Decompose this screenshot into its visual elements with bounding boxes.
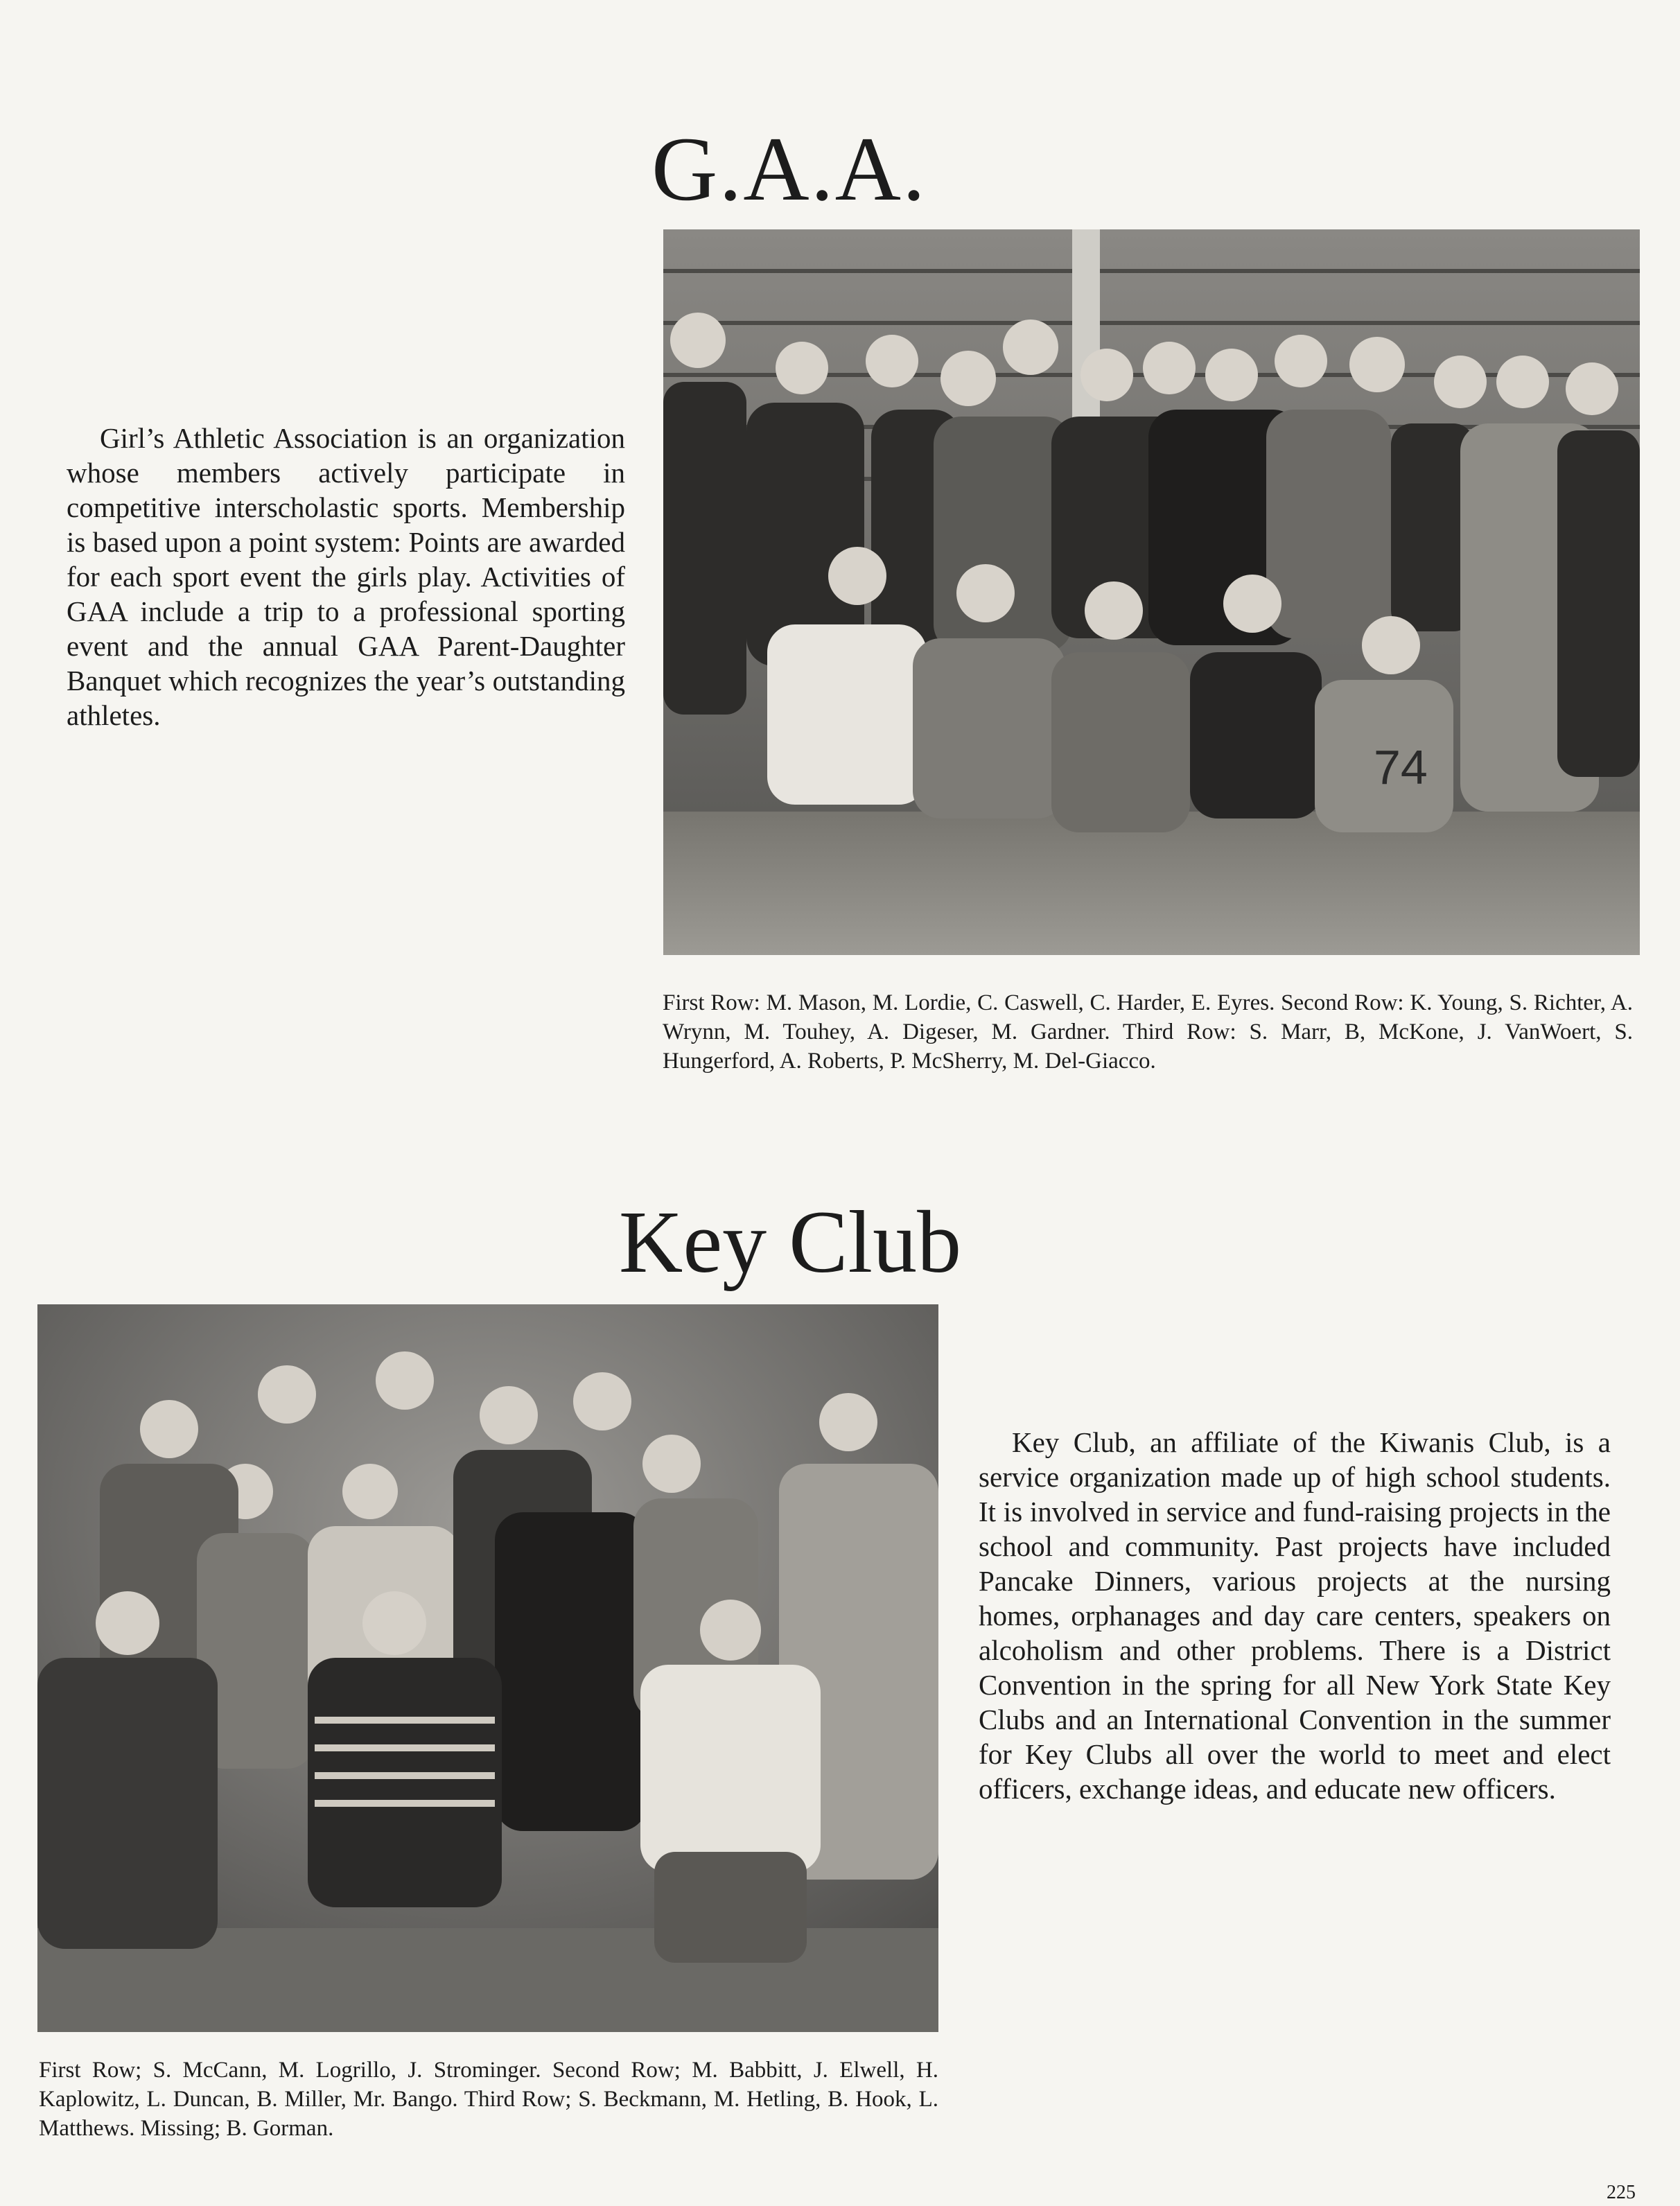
key-club-description: Key Club, an affiliate of the Kiwanis Club, is a service organization made up of high school students. It is involved in service and fund-raising projects in the school and community. Past projects have included Pancake Dinners, various projects at the nursing homes, orphanages and day care centers, speakers on alcoholism and other problems. There is a District Convention in the spring for all New York State Key Clubs and an International Convention in the summer for Key Clubs all over the world to meet and elect officers, exchange ideas, and educate new officers.: [979, 1426, 1611, 1805]
key-club-photo-illustration: [37, 1304, 938, 2032]
gaa-heading: G.A.A.: [651, 118, 927, 220]
gaa-photo-illustration: [663, 229, 1640, 955]
page-number: 225: [1607, 2182, 1636, 2203]
gaa-group-photo: [663, 229, 1640, 955]
jersey-number: 74: [1374, 740, 1428, 794]
key-club-heading: Key Club: [618, 1193, 962, 1291]
gaa-description: Girl’s Athletic Association is an organization whose members actively participate in competitive interscholastic sports. Membership is based upon a point system: Points are awarded for each sport event the girls play. Activities of GAA include a trip to a professional sporting event and the annual GAA Parent-Daughter Banquet which recognizes the year’s outstanding athletes.: [67, 422, 625, 731]
key-club-photo-caption: First Row; S. McCann, M. Logrillo, J. Strominger. Second Row; M. Babbitt, J. Elwell, H. Kaplowitz, L. Duncan, B. Miller, Mr. Bango. Third Row; S. Beckmann, M. Hetling, B. Hook, L. Matthews. Missing; B. Gorman.: [39, 2058, 938, 2141]
key-club-group-photo: [37, 1304, 938, 2032]
gaa-photo-caption: First Row: M. Mason, M. Lordie, C. Caswell, C. Harder, E. Eyres. Second Row: K. Young, S. Richter, A. Wrynn, M. Touhey, A. Digeser, M. Gardner. Third Row: S. Marr, B, McKone, J. VanWoert, S. Hungerford, A. Roberts, P. McSherry, M. Del-Giacco.: [663, 990, 1633, 1074]
